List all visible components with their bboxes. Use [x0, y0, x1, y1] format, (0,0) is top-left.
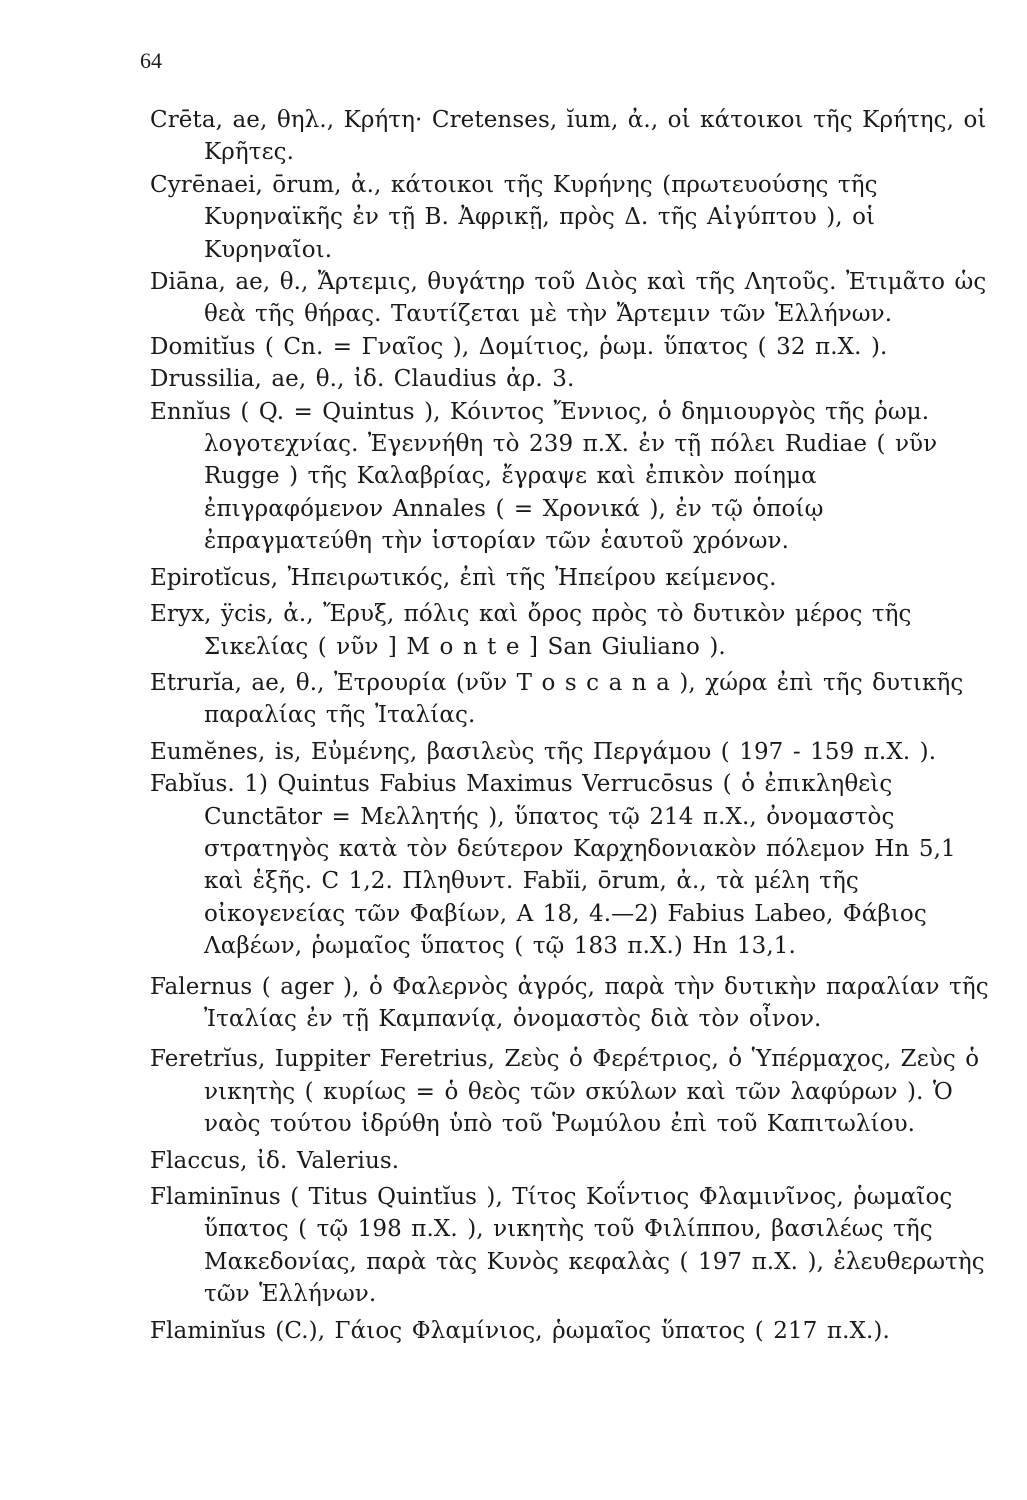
entry-falernus: Falernus ( ager ), ὁ Φαλερνὸς ἀγρός, παρὰ τὴν δυτικὴν παραλίαν τῆς Ἰταλίας ἐν τῇ Καμπανίᾳ, ὀνομαστὸς διὰ τὸν οἶνον.: [150, 973, 989, 1032]
entry-fabius: Fabĭus. 1) Quintus Fabius Maximus Verrucōsus ( ὁ ἐπικληθεὶς Cunctātor = Μελλητής ), ὕπατος τῷ 214 π.Χ., ὀνομαστὸς στρατηγὸς κατὰ τὸν δεύτερον Καρχηδονιακὸν πόλεμον Hn 5,1 καὶ ἑξῆς. C 1,2. Πληθυντ. Fabĭi, ōrum, ἀ., τὰ μέλη τῆς οἰκογενείας τῶν Φαβίων, A 18, 4.—2) Fabius Labeo, Φάβιος Λαβέων, ῥωμαῖος ὕπατος ( τῷ 183 π.Χ.) Hn 13,1.: [150, 771, 956, 960]
entry-epiroticus: Epirotĭcus, Ἠπειρωτικός, ἐπὶ τῆς Ἠπείρου κείμενος.: [150, 564, 777, 591]
entry-domitius: Domitĭus ( Cn. = Γναῖος ), Δομίτιος, ῥωμ. ὕπατος ( 32 π.Χ. ).: [150, 333, 888, 360]
entry-flaccus: Flaccus, ἰδ. Valerius.: [150, 1147, 400, 1174]
entry-flaminius: Flaminĭus (C.), Γάιος Φλαμίνιος, ῥωμαῖος ὕπατος ( 217 π.Χ.).: [150, 1317, 890, 1344]
entry-ennius: Ennĭus ( Q. = Quintus ), Κόιντος Ἔννιος, ὁ δημιουργὸς τῆς ῥωμ. λογοτεχνίας. Ἐγεννήθη τὸ 239 π.Χ. ἐν τῇ πόλει Rudiae ( νῦν Rugge ) τῆς Καλαβρίας, ἔγραψε καὶ ἐπικὸν ποίημα ἐπιγραφόμενον Annales ( = Χρονικά ), ἐν τῷ ὁποίῳ ἐπραγματεύθη τὴν ἱστορίαν τῶν ἑαυτοῦ χρόνων.: [150, 398, 938, 555]
entry-diana: Diāna, ae, θ., Ἄρτεμις, θυγάτηρ τοῦ Διὸς καὶ τῆς Λητοῦς. Ἐτιμᾶτο ὡς θεὰ τῆς θήρας. Ταυτίζεται μὲ τὴν Ἄρτεμιν τῶν Ἑλλήνων.: [150, 269, 987, 328]
entry-feretrius: Feretrĭus, Iuppiter Feretrius, Ζεὺς ὁ Φερέτριος, ὁ Ὑπέρμαχος, Ζεὺς ὁ νικητὴς ( κυρίως = ὁ θεὸς τῶν σκύλων καὶ τῶν λαφύρων ). Ὁ ναὸς τούτου ἱδρύθη ὑπὸ τοῦ Ῥωμύλου ἐπὶ τοῦ Καπιτωλίου.: [150, 1046, 980, 1138]
entry-creta: Crēta, ae, θηλ., Κρήτη· Cretenses, ĭum, ἀ., οἱ κάτοικοι τῆς Κρήτης, οἱ Κρῆτες.: [150, 107, 987, 166]
entry-eryx: Eryx, ÿcis, ἀ., Ἔρυξ, πόλις καὶ ὄρος πρὸς τὸ δυτικὸν μέρος τῆς Σικελίας ( νῦν ] M o n t e ] San Giuliano ).: [150, 601, 912, 660]
dictionary-entries: [150, 104, 990, 1347]
page-number: 64: [140, 48, 162, 73]
entry-eumenes: Eumĕnes, is, Εὐμένης, βασιλεὺς τῆς Περγάμου ( 197 - 159 π.Χ. ).: [150, 738, 937, 765]
entry-drussilia: Drussilia, ae, θ., ἰδ. Claudius ἀρ. 3.: [150, 366, 575, 393]
entry-etruria: Etrurĭa, ae, θ., Ἐτρουρία (νῦν T o s c a n a ), χώρα ἐπὶ τῆς δυτικῆς παραλίας τῆς Ἰταλίας.: [150, 669, 964, 729]
entry-flamininus: Flaminīnus ( Titus Quintĭus ), Τίτος Κοΐντιος Φλαμινῖνος, ῥωμαῖος ὕπατος ( τῷ 198 π.Χ. ), νικητὴς τοῦ Φιλίππου, βασιλέως τῆς Μακεδονίας, παρὰ τὰς Κυνὸς κεφαλὰς ( 197 π.Χ. ), ἐλευθερωτὴς τῶν Ἑλλήνων.: [150, 1184, 985, 1308]
entry-cyrenaei: Cyrēnaei, ōrum, ἀ., κάτοικοι τῆς Κυρήνης (πρωτευούσης τῆς Κυρηναϊκῆς ἐν τῇ Β. Ἀφρικῇ, πρὸς Δ. τῆς Αἰγύπτου ), οἱ Κυρηναῖοι.: [150, 171, 878, 263]
